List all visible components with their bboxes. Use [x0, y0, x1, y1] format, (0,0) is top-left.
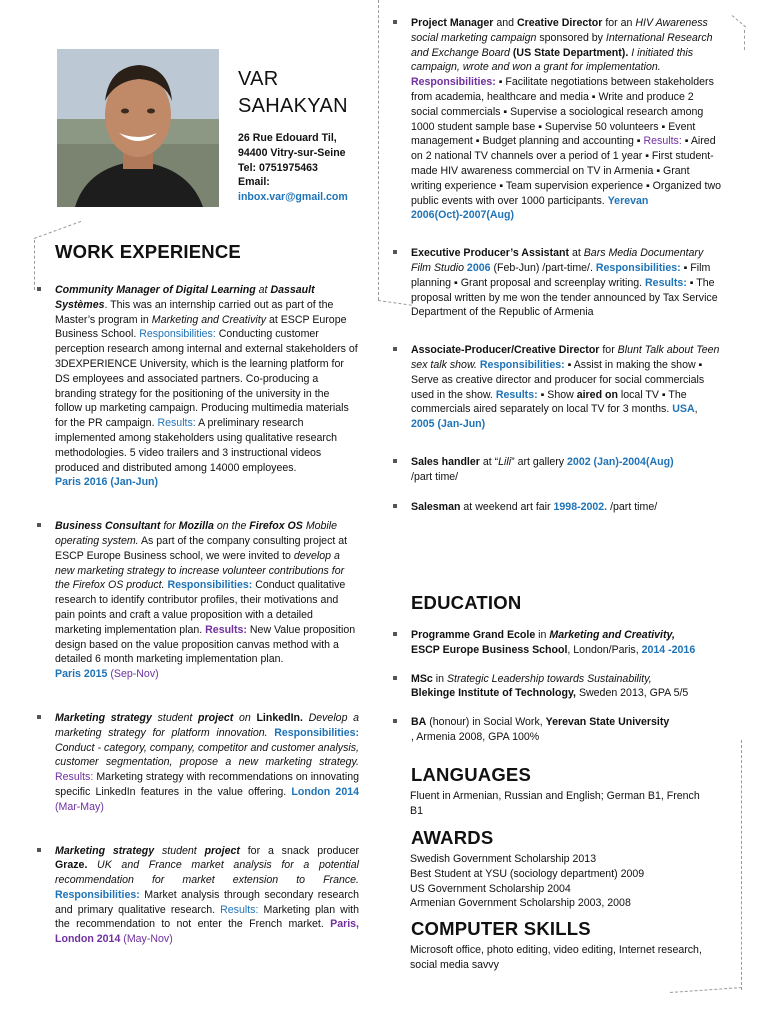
job-title: Sales handler: [411, 455, 480, 468]
text: Sweden 2013, GPA 5/5: [576, 687, 689, 700]
date: 2014 -2016: [641, 643, 696, 656]
email-link[interactable]: inbox.var@gmail.com: [238, 191, 348, 204]
responsibilities-text: ▪ Assist in making the show ▪ Serve as creative director and producer for social commercials used in the show.: [411, 358, 705, 401]
text: student: [151, 711, 198, 724]
applicant-name: [238, 66, 348, 120]
section-title-work: WORK EXPERIENCE: [55, 241, 241, 262]
school: Blekinge Institute of Technology,: [411, 687, 576, 700]
product: Firefox OS: [249, 520, 303, 533]
results-label: Results:: [645, 276, 687, 289]
bullet-icon: [393, 676, 397, 680]
text: sponsored by: [536, 31, 606, 44]
text: ” art gallery: [511, 455, 568, 468]
text: on: [233, 711, 257, 724]
results-text: Marketing plan with the recommendation to not enter the French market.: [55, 903, 360, 931]
job-title: Marketing strategy: [55, 711, 152, 724]
results-text: ▪ The proposal written by me won the tender announced by Tax Service Department of the Republic of Armenia: [411, 276, 718, 319]
dashed-divider: [732, 15, 746, 27]
date-range: (Sep-Nov): [107, 668, 159, 681]
results-label: Results:: [55, 771, 94, 784]
date: Paris 2015: [55, 668, 108, 681]
date-range: (Mar-May): [55, 800, 104, 813]
computer-skills-text: Microsoft office, photo editing, video editing, Internet research, social media savvy: [410, 944, 702, 971]
work-list-left: [37, 283, 359, 947]
results-text: local TV ▪ The commercials aired separately on local TV for 3 months.: [411, 388, 687, 416]
text: project: [204, 844, 240, 857]
results-label: Results:: [157, 417, 196, 430]
award-item: US Government Scholarship 2004: [410, 882, 571, 895]
text: (honour) in Social Work,: [426, 716, 546, 729]
school: Yerevan State University: [545, 716, 670, 729]
work-entry: [393, 246, 723, 320]
education-list: [393, 628, 723, 745]
job-title: Marketing strategy: [55, 844, 155, 857]
degree: MSc: [411, 672, 433, 685]
responsibilities-text: Conduct qualitative research to identify contributor profiles, their motivations and pain points and craft a value proposition with a detailed marketing implementation plan.: [55, 579, 346, 636]
phone: Tel: 0751975463: [238, 161, 318, 174]
work-entry: [37, 283, 359, 490]
text: Develop a marketing strategy for platform innovation.: [55, 711, 360, 739]
responsibilities-label: Responsibilities:: [274, 726, 359, 739]
campaign: HIV Awareness social marketing campaign: [411, 17, 708, 44]
name-last: SAHAKYAN: [238, 95, 348, 117]
text: /part time/: [607, 500, 658, 513]
program: Marketing and Creativity: [151, 313, 266, 326]
date: 2006: [463, 261, 491, 274]
work-entry: [37, 519, 359, 682]
text: UK and France market analysis for a potential recommendation for market extension to France.: [55, 859, 359, 887]
company: Bars Media Documentary Film Studio: [411, 247, 704, 274]
dashed-divider: [34, 240, 35, 290]
dashed-divider: [744, 30, 745, 50]
responsibilities-label: Responsibilities:: [595, 261, 681, 274]
work-entry: [37, 844, 359, 948]
date: Paris 2016 (Jan-Jun): [55, 476, 159, 489]
awards-list: [410, 852, 740, 911]
text: student: [154, 844, 205, 857]
text: As part of the company consulting project at ESCP Europe Business school, we were invited to: [55, 534, 348, 562]
sponsor: International Research and Exchange Board: [411, 31, 713, 59]
company: Blunt Talk about Teen sex talk show.: [411, 344, 720, 371]
text: . This was an internship carried out as part of the Master’s program in: [55, 298, 334, 326]
section-title-awards: AWARDS: [411, 827, 494, 848]
text: (US State Department).: [509, 46, 629, 59]
responsibilities-text: ▪ Facilitate negotiations between stakeholders from academia, healthcare and media ▪ Write and produce 2 social commercials ▪ Supervise a sociological research among 1000 student sample base ▪ Supervise 50 volunteers ▪ Event management ▪ Budget planning and accounting ▪: [411, 76, 714, 148]
dashed-divider: [34, 221, 81, 239]
text: at “: [479, 455, 499, 468]
award-item: Swedish Government Scholarship 2013: [410, 853, 597, 865]
bullet-icon: [393, 719, 397, 723]
responsibilities-label: Responsibilities:: [167, 579, 253, 592]
results-text: ▪ Aired on 2 national TV channels over a period of 1 year ▪ First student-made HIV awareness commercial on TV in Armenia ▪ Grant writing experience ▪ Team supervision experience ▪ Organized two public events with over 1000 participants.: [411, 135, 721, 207]
results-text: ▪ Show: [537, 388, 577, 401]
job-title: Salesman: [411, 500, 461, 513]
date: 2005 (Jan-Jun): [411, 418, 486, 431]
date: London 2014: [291, 785, 359, 798]
responsibilities-text: ▪ Film planning ▪ Grant proposal and screenplay writing.: [411, 261, 711, 289]
company: Graze.: [55, 859, 88, 872]
work-entry: [393, 16, 723, 223]
text: , Armenia 2008, GPA 100%: [411, 730, 540, 743]
job-title: Associate-Producer/Creative Director: [411, 344, 600, 357]
section-title-education: EDUCATION: [411, 592, 522, 613]
work-list-right: [393, 16, 723, 514]
text: at: [255, 284, 271, 296]
text: at: [569, 247, 584, 260]
school: ESCP Europe Business School: [411, 643, 568, 656]
responsibilities-text: Conducting customer perception research among internal and external stakeholders of 3DEXPERIENCE University, which is the learning platform for DS employees and associated partners. Co-producing a branding strategy for the positioning of the university in the follow up marketing campaign. Producing multimedia materials for the PR campaign.: [55, 328, 358, 430]
text: ,: [694, 403, 698, 416]
company: Dassault Systèmes: [55, 284, 315, 311]
results-text: New Value proposition design based on the value proposition canvas method with a detailed 6 month marketing implementation plan.: [55, 623, 356, 666]
text: for a snack producer: [239, 844, 360, 857]
responsibilities-label: Responsibilities:: [479, 358, 565, 371]
text: Mobile operating system.: [55, 520, 338, 547]
work-entry: [37, 711, 359, 815]
results-label: Results:: [205, 623, 247, 636]
bullet-icon: [393, 250, 397, 254]
text: at weekend art fair: [460, 500, 554, 513]
award-item: Armenian Government Scholarship 2003, 2008: [410, 897, 631, 910]
job-title: Creative Director: [517, 17, 603, 29]
name-first: VAR: [238, 68, 279, 90]
text: and: [493, 17, 517, 29]
text: in: [535, 629, 550, 641]
languages-text: Fluent in Armenian, Russian and English; German B1, French B1: [410, 790, 700, 817]
dashed-divider: [670, 987, 742, 993]
contact-block: [238, 131, 348, 205]
work-entry: [393, 343, 723, 432]
work-entry: [393, 455, 723, 485]
responsibilities-label: Responsibilities:: [55, 888, 140, 901]
text: project: [198, 711, 234, 724]
date: 1998-2002.: [553, 500, 608, 513]
company: Mozilla: [178, 520, 214, 533]
responsibilities-text: Market analysis through secondary research and primary qualitative research.: [55, 888, 359, 916]
bullet-icon: [37, 287, 41, 291]
award-item: Best Student at YSU (sociology department) 2009: [410, 867, 645, 880]
address-line: 94400 Vitry-sur-Seine: [238, 146, 346, 159]
results-text: A preliminary research implemented among stakeholders using qualitative research methodologies. 5 video trailers and 3 instructional videos produced and distributed among 14000 employees.: [55, 417, 338, 474]
field: Strategic Leadership towards Sustainability,: [446, 672, 652, 685]
bullet-icon: [37, 715, 41, 719]
work-entry: [393, 500, 723, 515]
responsibilities-label: Responsibilities:: [139, 328, 216, 341]
text: /part time/: [411, 470, 459, 483]
text: in: [432, 672, 447, 685]
results-label: Results:: [495, 388, 538, 401]
company: Lili: [498, 455, 512, 468]
address-line: 26 Rue Edouard Til,: [238, 132, 337, 144]
bullet-icon: [393, 347, 397, 351]
section-title-languages: LANGUAGES: [411, 764, 531, 785]
bullet-icon: [37, 848, 41, 852]
education-entry: [393, 715, 723, 745]
education-entry: [393, 628, 723, 658]
results-text: aired on: [576, 388, 618, 401]
text: develop a new marketing strategy to increase volunteer contributions for the Firefox OS product.: [55, 549, 345, 592]
date: Yerevan 2006(Oct)-2007(Aug): [411, 194, 649, 222]
text: I initiated this campaign, wrote and won a grant for implementation.: [411, 46, 694, 74]
section-title-computer-skills: COMPUTER SKILLS: [411, 918, 591, 939]
field: Marketing and Creativity,: [549, 629, 675, 641]
date: Paris, London 2014: [55, 918, 359, 946]
job-title: Business Consultant: [55, 520, 161, 533]
date: 2002 (Jan)-2004(Aug): [567, 455, 674, 468]
bullet-icon: [393, 20, 397, 24]
bullet-icon: [37, 523, 41, 527]
education-entry: [393, 672, 723, 702]
text: (Feb-Jun) /part-time/.: [490, 261, 593, 274]
job-title: Executive Producer’s Assistant: [411, 247, 569, 260]
text: at ESCP Europe Business School.: [55, 313, 347, 341]
bullet-icon: [393, 632, 397, 636]
degree: Programme Grand Ecole: [411, 629, 536, 641]
text: for: [160, 520, 179, 533]
company: LinkedIn.: [256, 711, 303, 724]
email-label: Email:: [238, 176, 270, 189]
degree: BA: [411, 716, 427, 729]
bullet-icon: [393, 459, 397, 463]
dashed-divider: [378, 0, 379, 300]
profile-photo: [57, 49, 219, 207]
job-title: Project Manager: [411, 17, 494, 29]
dashed-divider: [741, 740, 742, 990]
results-text: Marketing strategy with recommendations on innovating specific LinkedIn features in the value offering.: [55, 771, 359, 798]
job-title: Community Manager of Digital Learning: [55, 284, 256, 296]
results-label: Results:: [220, 903, 259, 916]
bullet-icon: [393, 504, 397, 508]
text: on the: [213, 520, 250, 533]
text: for: [599, 344, 618, 357]
date-range: (May-Nov): [120, 933, 173, 946]
responsibilities-text: Conduct - category, company, competitor and customer analysis, customer segmentation, propose a new marketing strategy.: [55, 741, 359, 769]
responsibilities-label: Responsibilities:: [411, 76, 496, 89]
text: , London/Paris,: [567, 643, 642, 656]
date: USA: [672, 403, 695, 416]
text: for an: [602, 17, 636, 29]
results-label: Results:: [643, 135, 682, 148]
